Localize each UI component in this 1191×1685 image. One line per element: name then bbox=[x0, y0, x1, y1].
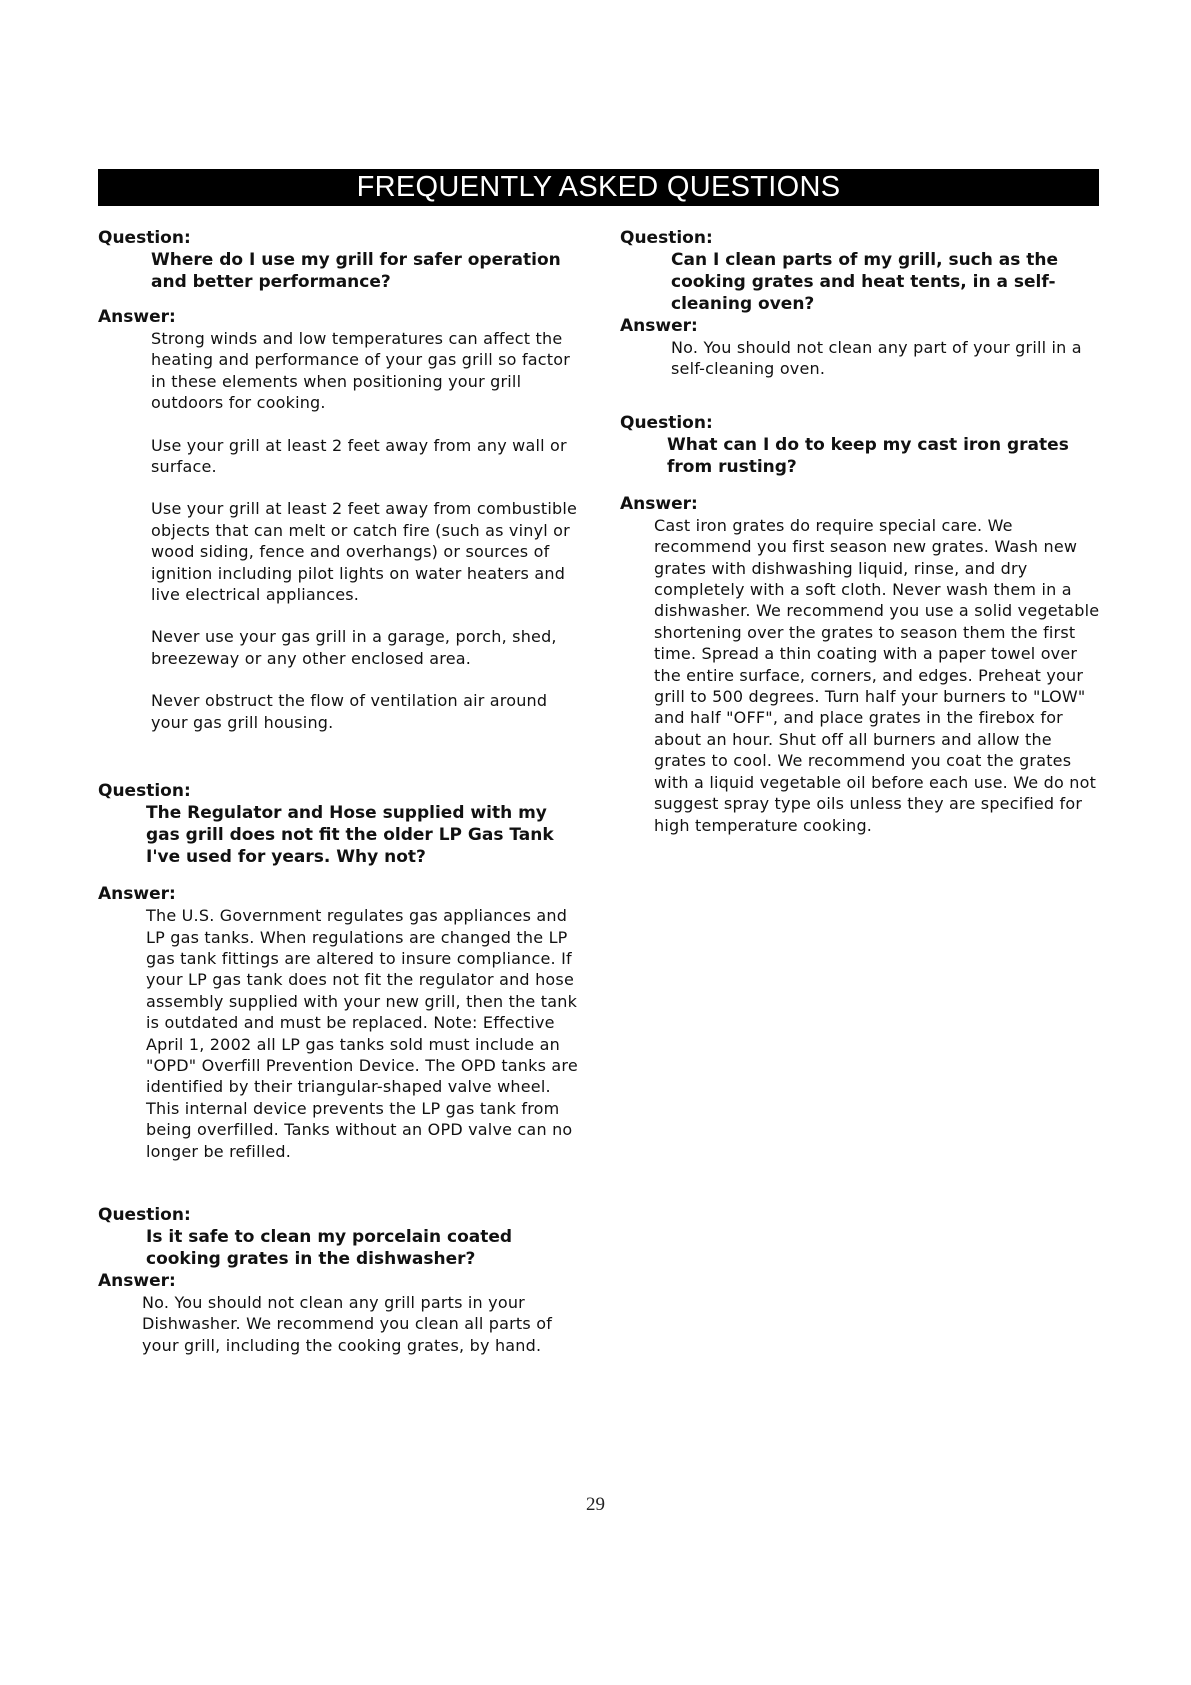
answer-paragraph: Never obstruct the flow of ventilation air around your gas grill housing. bbox=[151, 691, 548, 732]
answer-paragraph: The U.S. Government regulates gas appliances and LP gas tanks. When regulations are changed the LP gas tank fittings are altered to insure compliance. If your LP gas tank does not fit the regulator and hose assembly supplied with your new grill, then the tank is outdated and must be replaced. Note: Effective April 1, 2002 all LP gas tanks sold must include an "OPD" Overfill Prevention Device. The OPD tanks are identified by their triangular-shaped valve wheel. This internal device prevents the LP gas tank from being overfilled. Tanks without an OPD valve can no longer be refilled. bbox=[146, 906, 578, 1161]
answer-text bbox=[654, 515, 1100, 836]
page-number: 29 bbox=[586, 1494, 605, 1515]
question-label: Question: bbox=[620, 412, 713, 433]
answer-text bbox=[146, 905, 586, 1162]
answer-paragraph: Strong winds and low temperatures can affect the heating and performance of your gas grill so factor in these elements when positioning your grill outdoors for cooking. bbox=[151, 329, 571, 413]
answer-label: Answer: bbox=[98, 1270, 176, 1291]
answer-paragraph: Use your grill at least 2 feet away from combustible objects that can melt or catch fire (such as vinyl or wood siding, fence and overhangs) or sources of ignition including pilot lights on water heaters and live electrical appliances. bbox=[151, 499, 578, 605]
answer-text bbox=[142, 1292, 582, 1356]
answer-paragraph: No. You should not clean any part of your grill in a self-cleaning oven. bbox=[671, 338, 1082, 379]
faq-right-column bbox=[620, 227, 1100, 836]
answer-text bbox=[671, 337, 1101, 380]
answer-text bbox=[151, 328, 581, 733]
faq-item-self-cleaning-oven bbox=[620, 227, 1100, 380]
faq-item-cast-iron-rust bbox=[620, 412, 1100, 836]
answer-label: Answer: bbox=[620, 316, 698, 336]
question-text: What can I do to keep my cast iron grates from rusting? bbox=[667, 434, 1069, 477]
question-label: Question: bbox=[620, 228, 713, 248]
faq-item-regulator-hose bbox=[98, 780, 588, 1162]
faq-item-dishwasher bbox=[98, 1204, 588, 1356]
question-text: Where do I use my grill for safer operation and better performance? bbox=[151, 250, 561, 292]
answer-paragraph: Never use your gas grill in a garage, porch, shed, breezeway or any other enclosed area. bbox=[151, 627, 557, 668]
answer-paragraph: Cast iron grates do require special care. We recommend you first season new grates. Wash new grates with dishwashing liquid, rinse, and dry completely with a soft cloth. Never wash them in a dishwasher. We recommend you use a solid vegetable shortening over the grates to season them the first time. Spread a thin coating with a paper towel over the entire surface, corners, and edges. Preheat your grill to 500 degrees. Turn half your burners to "LOW" and half "OFF", and place grates in the firebox for about an hour. Shut off all burners and allow the grates to cool. We recommend you coat the grates with a liquid vegetable oil before each use. We do not suggest spray type oils unless they are specified for high temperature cooking. bbox=[654, 515, 1100, 835]
answer-label: Answer: bbox=[620, 493, 698, 514]
question-text: Can I clean parts of my grill, such as the cooking grates and heat tents, in a self-cleaning oven? bbox=[671, 250, 1059, 314]
question-label: Question: bbox=[98, 228, 191, 248]
question-label: Question: bbox=[98, 1204, 191, 1225]
question-text: Is it safe to clean my porcelain coated cooking grates in the dishwasher? bbox=[146, 1226, 513, 1269]
answer-label: Answer: bbox=[98, 307, 176, 327]
question-text: The Regulator and Hose supplied with my gas grill does not fit the older LP Gas Tank I've used for years. Why not? bbox=[146, 803, 554, 868]
question-label: Question: bbox=[98, 781, 191, 802]
faq-item-grill-placement bbox=[98, 227, 588, 733]
answer-paragraph: Use your grill at least 2 feet away from any wall or surface. bbox=[151, 435, 567, 477]
faq-left-column bbox=[98, 227, 588, 1356]
answer-paragraph: No. You should not clean any grill parts in your Dishwasher. We recommend you clean all parts of your grill, including the cooking grates, by hand. bbox=[142, 1292, 553, 1355]
answer-label: Answer: bbox=[98, 884, 176, 905]
page-title: FREQUENTLY ASKED QUESTIONS bbox=[98, 169, 1099, 206]
